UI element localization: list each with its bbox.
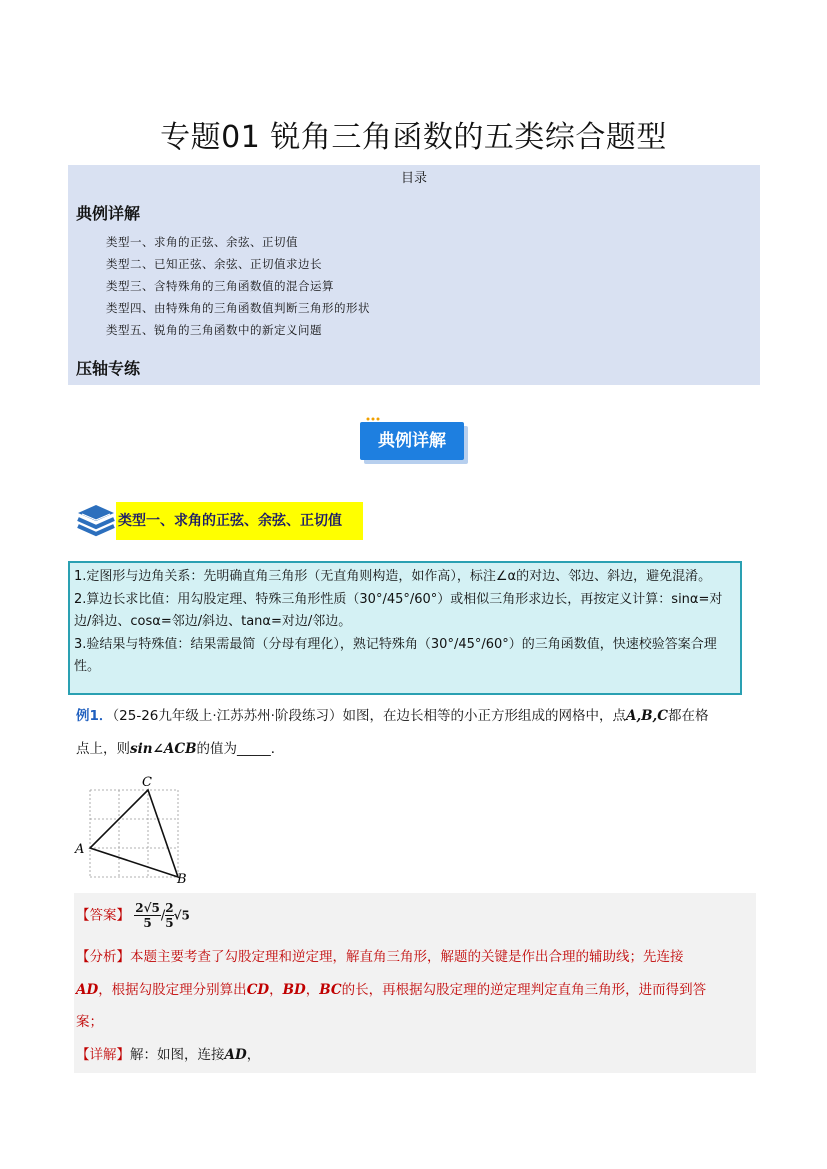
toc-item[interactable]: 类型五、锐角的三角函数中的新定义问题 bbox=[106, 323, 322, 337]
analysis-text: 案； bbox=[76, 1014, 103, 1030]
table-of-contents bbox=[68, 165, 760, 385]
grid-triangle-figure bbox=[70, 772, 200, 886]
detail-tag: 【详解】 bbox=[76, 1047, 130, 1063]
analysis-tag: 【分析】 bbox=[76, 949, 130, 965]
fraction-numerator: 2√5 bbox=[135, 901, 160, 915]
point-label: C bbox=[142, 775, 152, 790]
answer-fraction-alt bbox=[165, 901, 173, 930]
page-title: 专题01 锐角三角函数的五类综合题型 bbox=[160, 120, 667, 155]
analysis-text: 的长，再根据勾股定理的逆定理判定直角三角形，进而得到答 bbox=[341, 981, 707, 998]
analysis-text: 本题主要考查了勾股定理和逆定理，解直角三角形，解题的关键是作出合理的辅助线；先连接 bbox=[130, 949, 684, 965]
segment-label: AD bbox=[224, 1047, 247, 1063]
example-text: 都在格 bbox=[668, 708, 709, 724]
segment-label: AD bbox=[76, 981, 99, 998]
example-expression: sin∠ACB bbox=[130, 741, 197, 757]
fraction-numerator: 2 bbox=[165, 901, 174, 915]
toc-item[interactable]: 类型四、由特殊角的三角函数值判断三角形的形状 bbox=[106, 301, 370, 315]
example-line-1 bbox=[76, 704, 709, 724]
toc-label: 目录 bbox=[400, 171, 427, 186]
detail-text: 解：如图，连接 bbox=[130, 1047, 225, 1063]
point-label: B bbox=[177, 872, 187, 886]
fraction-denominator: 5 bbox=[143, 916, 152, 930]
detail-text: ， bbox=[246, 1047, 261, 1063]
books-icon bbox=[76, 503, 116, 539]
toc-section-challenge[interactable]: 压轴专练 bbox=[76, 359, 141, 378]
tip-item: 1.定图形与边角关系：先明确直角三角形（无直角则构造，如作高），标注∠α的对边、邻边、斜边，避免混淆。 bbox=[74, 569, 712, 584]
banner-decoration bbox=[366, 417, 390, 421]
segment-label: BC bbox=[319, 981, 342, 998]
toc-item[interactable]: 类型一、求角的正弦、余弦、正切值 bbox=[106, 235, 298, 249]
point-label: A bbox=[75, 842, 85, 857]
example-number: 例1． bbox=[76, 708, 113, 724]
example-line-2 bbox=[76, 737, 284, 757]
example-text: 点上，则 bbox=[76, 741, 130, 757]
method-tips-box bbox=[68, 561, 742, 695]
toc-item[interactable]: 类型二、已知正弦、余弦、正切值求边长 bbox=[106, 257, 322, 271]
analysis-text: ，根据勾股定理分别算出 bbox=[98, 981, 247, 998]
answer-tag: 【答案】 bbox=[76, 907, 130, 924]
tip-item: 3.验结果与特殊值：结果需最简（分母有理化），熟记特殊角（30°/45°/60°）的三角函数值，快速校验答案合理性。 bbox=[74, 636, 717, 674]
answer-line: 【答案】 $\frac{2√5}{5}$ / $\frac{2}{5}$ √5 bbox=[76, 901, 190, 930]
answer-fraction bbox=[134, 901, 161, 930]
type-heading: 类型一、求角的正弦、余弦、正切值 bbox=[116, 502, 363, 540]
fraction-denominator: 5 bbox=[165, 916, 174, 930]
segment-label: BD bbox=[282, 981, 306, 998]
example-text: 的值为_____． bbox=[196, 741, 285, 757]
tip-item: 2.算边长求比值：用勾股定理、特殊三角形性质（30°/45°/60°）或相似三角形求边长，再按定义计算：sinα=对边/斜边、cosα=邻边/斜边、tanα=对边/邻边。 bbox=[74, 591, 723, 629]
toc-item[interactable]: 类型三、含特殊角的三角函数值的混合运算 bbox=[106, 279, 334, 293]
segment-label: CD bbox=[246, 981, 270, 998]
analysis-paragraph: 【分析】本题主要考查了勾股定理和逆定理，解直角三角形，解题的关键是作出合理的辅助线；先连接 AD，根据勾股定理分别算出CD，BD，BC的长，再根据勾股定理的逆定理判定直角三角形，进而得到答 案； bbox=[76, 949, 707, 1030]
point-names: A,B,C bbox=[625, 708, 668, 724]
toc-section-examples[interactable]: 典例详解 bbox=[76, 204, 141, 223]
answer-panel bbox=[74, 893, 756, 1073]
answer-root: √5 bbox=[173, 908, 190, 923]
detail-line bbox=[76, 1039, 260, 1072]
example-source: （25-26九年级上·江苏苏州·阶段练习）如图，在边长相等的小正方形组成的网格中，点 bbox=[112, 708, 626, 724]
section-banner: 典例详解 bbox=[360, 422, 464, 460]
